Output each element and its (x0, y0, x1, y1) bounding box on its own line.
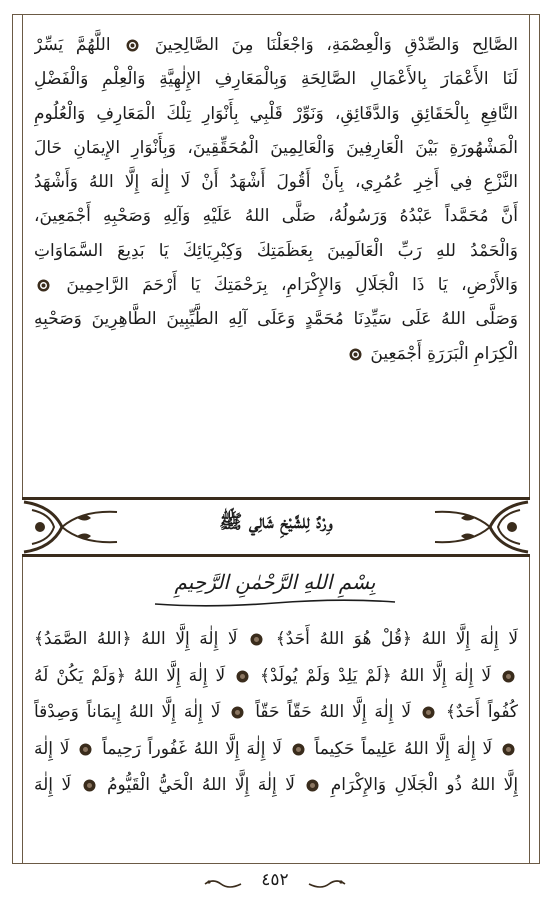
text-line: النَّزْعِ فِي أَخِرِ عُمُرِي، بِأَنْ أَقُولَ أَشْهَدُ أَنْ لَا إِلٰهَ إِلَّا اللهُ وَأَشْهَدُ (34, 172, 518, 193)
separator-dot-icon (79, 743, 92, 756)
corner-ornament-icon (22, 500, 122, 554)
frame-rule-right (529, 14, 530, 864)
corner-ornament-icon (430, 500, 530, 554)
text-line: لَا إِلٰهَ إِلَّا اللهُ ﴿لَمْ يَلِدْ وَلَمْ يُولَدْ﴾ لَا إِلٰهَ إِلَّا اللهُ ﴿وَلَمْ يَكُنْ لَهُ (34, 658, 518, 695)
text-line: وَالأَرْضِ، يَا ذَا الْجَلَالِ وَالإِكْرَامِ، بِرَحْمَتِكَ يَا أَرْحَمَ الرَّاحِمِينَ (34, 268, 518, 302)
section-title: وِرْدٌ لِلشَّيْخِ شَالِي ﷺ (219, 511, 333, 533)
separator-dot-icon (250, 633, 263, 646)
section-banner (22, 497, 530, 557)
separator-dot-icon (422, 706, 435, 719)
basmala-calligraphy: بِسْمِ اللهِ الرَّحْمٰنِ الرَّحِيمِ (174, 570, 376, 594)
text-line: لَا إِلٰهَ إِلَّا اللهُ ﴿قُلْ هُوَ اللهُ أَحَدٌ﴾ لَا إِلٰهَ إِلَّا اللهُ ﴿اللهُ الصَّمَدُ﴾ (34, 629, 518, 649)
text-line: وَالْحَمْدُ للهِ رَبِّ الْعَالَمِينَ بِعَظَمَتِكَ وَكِبْرِيَائِكَ يَا بَدِيعَ السَّمَاوَاتِ (34, 240, 518, 261)
separator-dot-icon (83, 779, 96, 792)
separator-dot-icon (306, 779, 319, 792)
page-footer (195, 868, 355, 896)
text-line: وَصَلَّى اللهُ عَلَى سَيِّدِنَا مُحَمَّدٍ وَعَلَى آلِهِ الطَّيِّبِينَ الطَّاهِرِينَ وَصَحْبِهِ (34, 309, 518, 330)
text-line: إِلَّا اللهُ ذُو الْجَلَالِ وَالإِكْرَامِ لَا إِلٰهَ إِلَّا اللهُ الْحَيُّ الْقَيُّومُ لَا إِلٰهَ (34, 775, 518, 795)
prayer-text-block (34, 28, 518, 371)
flourish-icon (307, 878, 347, 890)
text-line: الْكِرَامِ الْبَرَرَةِ أَجْمَعِينَ (34, 337, 518, 371)
separator-dot-icon (231, 706, 244, 719)
separator-dot-icon (292, 743, 305, 756)
separator-dot-icon (236, 670, 249, 683)
basmala-swash-icon (150, 598, 400, 608)
text-line: أَنَّ مُحَمَّداً عَبْدُهُ وَرَسُولُهُ، صَلَّى اللهُ عَلَيْهِ وَآلِهِ وَصَحْبِهِ أَجْمَعِينَ، (34, 206, 518, 227)
text-line: لَنَا الأَعْمَارَ بِالأَعْمَالِ الصَّالِحَةِ وَبِالْمَعَارِفِ الإِلٰهِيَّةِ وَالْعِلْمِ وَالْفَضْلِ (34, 69, 518, 90)
separator-dot-icon (502, 670, 515, 683)
text-line: النَّافِعِ بِالْحَقَائِقِ وَالدَّقَائِقِ، وَنَوِّرْ قَلْبِي بِأَنْوَارِ تِلْكَ الْمَعَارِفِ وَالْعُلُومِ (34, 103, 518, 124)
rosette-icon (37, 279, 50, 292)
text-line: الصَّالِح وَالصِّدْقِ وَالْعِصْمَةِ، وَاجْعَلْنَا مِنَ الصَّالِحِينَ اللَّهُمَّ يَسِّرْ (34, 35, 518, 55)
text-line: كُفُواً أَحَدٌ﴾ لَا إِلٰهَ إِلَّا اللهُ حَقّاً حَقّاً لَا إِلٰهَ إِلَّا اللهُ إِيمَاناً وَصِدْقاً (34, 702, 518, 722)
page-number: ٤٥٢ (261, 870, 289, 890)
rosette-icon (349, 348, 362, 361)
litany-text-block (34, 621, 518, 804)
separator-dot-icon (502, 743, 515, 756)
text-line: الْمَشْهُورَةِ بَيْنَ الْعَارِفِينَ وَالْعَالِمِينَ الْمُحَقِّقِينَ، وَبِأَنْوَارِ الإِيمَانِ حَالَ (34, 137, 518, 158)
rosette-icon (126, 39, 139, 52)
frame-rule-left (22, 14, 23, 864)
text-line: لَا إِلٰهَ إِلَّا اللهُ عَلِيماً حَكِيماً لَا إِلٰهَ إِلَّا اللهُ غَفُوراً رَحِيماً لَا إِلٰهَ (34, 731, 518, 768)
